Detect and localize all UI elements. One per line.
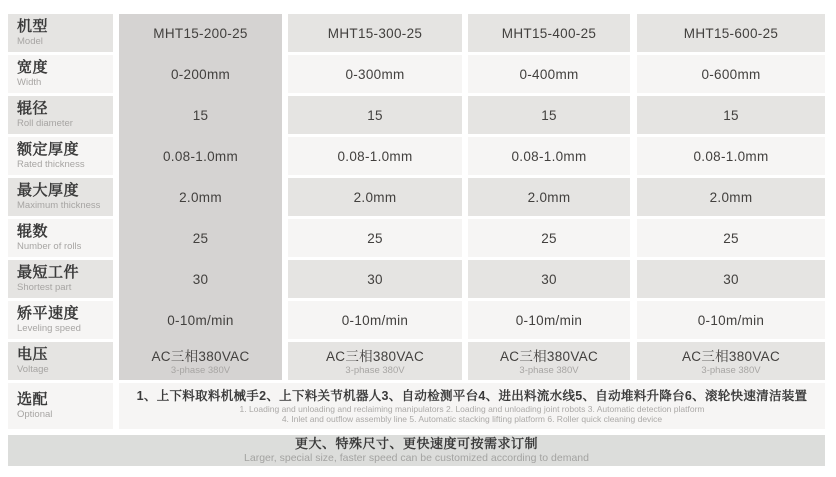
- cell-value: MHT15-300-25: [327, 25, 423, 41]
- spec-cell-rated-thickness-1: [119, 137, 282, 175]
- cell-value: 0.08-1.0mm: [511, 148, 587, 164]
- spec-cell-number-of-rolls-2: [288, 219, 462, 257]
- optional-text-en-line1: 1. Loading and unloading and reclaiming manipulators 2. Loading and unloading joint robots 3. Automatic detection platform: [239, 403, 705, 414]
- cell-value: 15: [723, 107, 739, 123]
- cell-value: 25: [192, 230, 209, 246]
- cell-value: 0-10m/min: [697, 312, 765, 328]
- row-label-zh: 最短工件: [17, 264, 80, 282]
- spec-cell-roll-diameter-2: [288, 96, 462, 134]
- row-label-leveling-speed: [8, 301, 113, 339]
- row-label-en: Maximum thickness: [17, 200, 101, 212]
- cell-value: 2.0mm: [353, 189, 397, 205]
- optional-text-zh: 1、上下料取料机械手2、上下料关节机器人3、自动检测平台4、进出料流水线5、自动堆料升降台6、滚轮快速清洁装置: [136, 388, 808, 403]
- cell-value: 0-10m/min: [515, 312, 583, 328]
- row-label-en: Shortest part: [17, 282, 72, 294]
- cell-value: 0-10m/min: [167, 312, 234, 328]
- cell-value: 0-400mm: [519, 66, 579, 82]
- spec-cell-maximum-thickness-1: [119, 178, 282, 216]
- cell-value: 30: [367, 271, 383, 287]
- spec-cell-rated-thickness-4: [637, 137, 825, 175]
- row-label-en: Width: [17, 77, 42, 89]
- spec-cell-number-of-rolls-1: [119, 219, 282, 257]
- cell-value: 0.08-1.0mm: [162, 148, 239, 164]
- spec-cell-voltage-1: [119, 342, 282, 380]
- row-label-width: [8, 55, 113, 93]
- spec-cell-leveling-speed-3: [468, 301, 630, 339]
- spec-cell-width-1: [119, 55, 282, 93]
- row-label-zh: 辊径: [17, 100, 49, 118]
- cell-value: AC三相380VAC: [499, 349, 599, 365]
- cell-value: 30: [541, 271, 557, 287]
- cell-value: 2.0mm: [179, 189, 222, 205]
- cell-value: 25: [723, 230, 739, 246]
- spec-cell-leveling-speed-1: [119, 301, 282, 339]
- row-label-zh: 矫平速度: [17, 305, 80, 323]
- row-label-zh: 最大厚度: [17, 182, 80, 200]
- row-label-zh: 机型: [17, 18, 49, 36]
- cell-value: 30: [192, 271, 209, 287]
- cell-value: 2.0mm: [527, 189, 571, 205]
- row-label-optional: [8, 383, 113, 429]
- customization-note-en: Larger, special size, faster speed can be customized according to demand: [244, 452, 589, 465]
- optional-accessories-cell: [119, 383, 825, 429]
- cell-subvalue: 3-phase 380V: [170, 365, 231, 377]
- cell-value: AC三相380VAC: [325, 349, 425, 365]
- spec-cell-rated-thickness-2: [288, 137, 462, 175]
- spec-cell-shortest-part-1: [119, 260, 282, 298]
- cell-value: 0-10m/min: [341, 312, 409, 328]
- cell-value: AC三相380VAC: [151, 349, 250, 365]
- spec-cell-width-3: [468, 55, 630, 93]
- spec-cell-voltage-3: [468, 342, 630, 380]
- cell-subvalue: 3-phase 380V: [345, 365, 405, 377]
- row-label-model: [8, 14, 113, 52]
- cell-subvalue: 3-phase 380V: [701, 365, 761, 377]
- row-label-zh: 宽度: [17, 59, 49, 77]
- row-label-zh: 电压: [17, 346, 49, 364]
- customization-note-band: [8, 435, 825, 466]
- spec-cell-model-1: [119, 14, 282, 52]
- row-label-en: Number of rolls: [17, 241, 82, 253]
- row-label-roll-diameter: [8, 96, 113, 134]
- row-label-zh: 额定厚度: [17, 141, 80, 159]
- spec-cell-model-2: [288, 14, 462, 52]
- cell-value: 2.0mm: [709, 189, 753, 205]
- spec-cell-width-4: [637, 55, 825, 93]
- cell-value: 0-300mm: [345, 66, 405, 82]
- optional-text-en-line2: 4. Inlet and outflow assembly line 5. Automatic stacking lifting platform 6. Roller quick cleaning device: [281, 414, 663, 425]
- row-label-number-of-rolls: [8, 219, 113, 257]
- spec-cell-leveling-speed-2: [288, 301, 462, 339]
- spec-cell-maximum-thickness-4: [637, 178, 825, 216]
- spec-cell-leveling-speed-4: [637, 301, 825, 339]
- spec-cell-maximum-thickness-3: [468, 178, 630, 216]
- customization-note-zh: 更大、特殊尺寸、更快速度可按需求订制: [294, 435, 538, 451]
- row-label-maximum-thickness: [8, 178, 113, 216]
- cell-value: 15: [192, 107, 209, 123]
- spec-cell-roll-diameter-1: [119, 96, 282, 134]
- spec-cell-width-2: [288, 55, 462, 93]
- cell-value: 0.08-1.0mm: [693, 148, 769, 164]
- cell-subvalue: 3-phase 380V: [519, 365, 579, 377]
- cell-value: AC三相380VAC: [681, 349, 781, 365]
- spec-cell-model-4: [637, 14, 825, 52]
- spec-cell-rated-thickness-3: [468, 137, 630, 175]
- cell-value: 0.08-1.0mm: [337, 148, 413, 164]
- row-label-voltage: [8, 342, 113, 380]
- spec-cell-voltage-2: [288, 342, 462, 380]
- cell-value: MHT15-400-25: [501, 25, 597, 41]
- spec-cell-roll-diameter-3: [468, 96, 630, 134]
- spec-cell-number-of-rolls-4: [637, 219, 825, 257]
- cell-value: 15: [367, 107, 383, 123]
- row-label-zh: 辊数: [17, 223, 49, 241]
- row-label-en: Optional: [17, 409, 53, 421]
- cell-value: 0-600mm: [701, 66, 761, 82]
- spec-table: [8, 14, 825, 466]
- row-label-en: Rated thickness: [17, 159, 85, 171]
- spec-cell-shortest-part-4: [637, 260, 825, 298]
- cell-value: 25: [367, 230, 383, 246]
- row-label-en: Roll diameter: [17, 118, 73, 130]
- spec-cell-voltage-4: [637, 342, 825, 380]
- spec-cell-shortest-part-2: [288, 260, 462, 298]
- spec-cell-number-of-rolls-3: [468, 219, 630, 257]
- spec-cell-shortest-part-3: [468, 260, 630, 298]
- cell-value: 15: [541, 107, 557, 123]
- row-label-shortest-part: [8, 260, 113, 298]
- cell-value: MHT15-200-25: [153, 25, 248, 41]
- row-label-zh: 选配: [17, 391, 49, 409]
- cell-value: 25: [541, 230, 557, 246]
- row-label-en: Leveling speed: [17, 323, 81, 335]
- cell-value: MHT15-600-25: [683, 25, 779, 41]
- spec-cell-maximum-thickness-2: [288, 178, 462, 216]
- row-label-en: Model: [17, 36, 43, 48]
- spec-cell-model-3: [468, 14, 630, 52]
- row-label-en: Voltage: [17, 364, 49, 376]
- cell-value: 30: [723, 271, 739, 287]
- row-label-rated-thickness: [8, 137, 113, 175]
- spec-cell-roll-diameter-4: [637, 96, 825, 134]
- cell-value: 0-200mm: [170, 66, 231, 82]
